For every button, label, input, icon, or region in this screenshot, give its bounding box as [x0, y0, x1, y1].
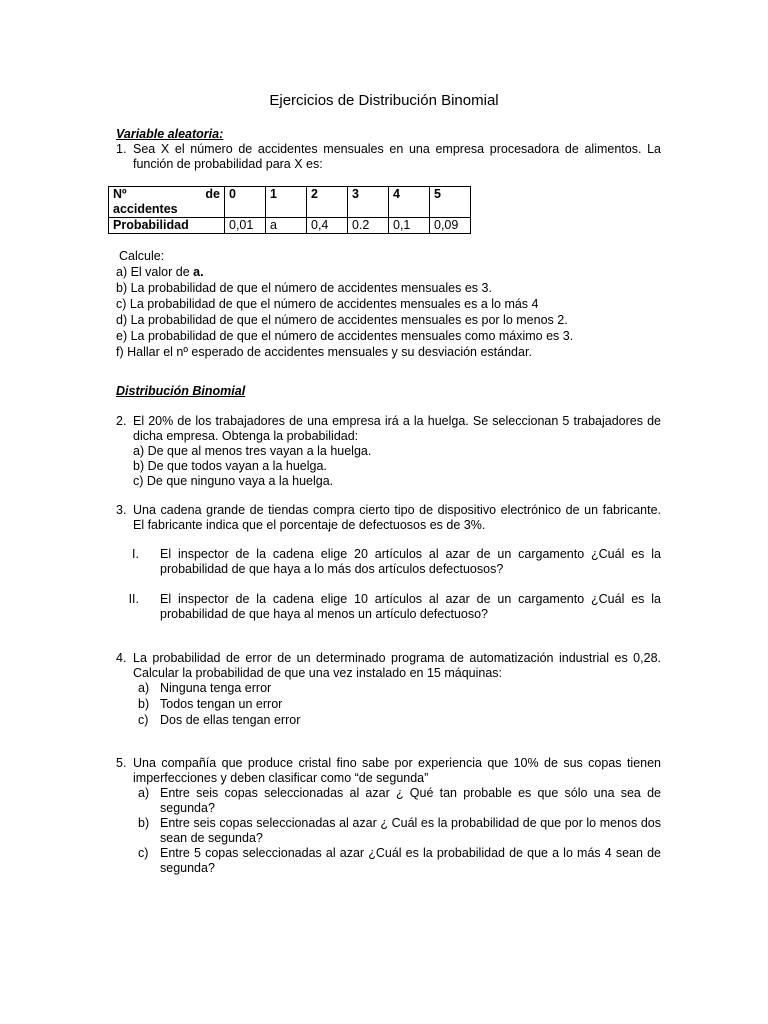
table-cell: 5	[430, 187, 471, 218]
part-text: El inspector de la cadena elige 20 artículos al azar de un cargamento ¿Cuál es la probabilidad de que haya a lo más dos artículos defectuosos?	[160, 547, 661, 576]
exercise-text: Una compañía que produce cristal fino sabe por experiencia que 10% de sus copas tienen imperfecciones y deben clasificar como “de segunda”	[133, 756, 661, 785]
exercise-text: La probabilidad de error de un determinado programa de automatización industrial es 0,28. Calcular la probabilidad de que una vez instalado en 15 máquinas:	[133, 651, 661, 680]
table-cell: 0,4	[307, 218, 348, 234]
exercise-number: 1.	[116, 142, 127, 156]
list-item: c) Dos de ellas tengan error	[138, 713, 301, 727]
exercise-text: Una cadena grande de tiendas compra cierto tipo de dispositivo electrónico de un fabricante. El fabricante indica que el porcentaje de defectuosos es de 3%.	[133, 503, 661, 532]
calcule-label: Calcule:	[119, 249, 165, 263]
question-a: a) El valor de a.	[116, 265, 204, 279]
list-item: a) Ninguna tenga error	[138, 681, 272, 695]
section-heading-variable-aleatoria: Variable aleatoria:	[116, 127, 224, 141]
list-item: b) Todos tengan un error	[138, 697, 283, 711]
exercise-3-part-ii	[116, 592, 661, 622]
exercise-3	[116, 503, 661, 533]
exercise-text: Sea X el número de accidentes mensuales en una empresa procesadora de alimentos. La función de probabilidad para X es:	[133, 142, 661, 171]
table-cell: 1	[266, 187, 307, 218]
list-item: b) De que todos vayan a la huelga.	[133, 459, 327, 473]
table-cell: 3	[348, 187, 389, 218]
question-f: f) Hallar el nº esperado de accidentes mensuales y su desviación estándar.	[116, 345, 532, 359]
question-d: d) La probabilidad de que el número de accidentes mensuales es por lo menos 2.	[116, 313, 568, 327]
section-heading-distribucion-binomial: Distribución Binomial	[116, 384, 246, 398]
exercise-4	[116, 651, 661, 681]
probability-table	[108, 186, 471, 234]
table-header-cell: Probabilidad	[109, 218, 225, 234]
roman-numeral: II.	[128, 592, 139, 606]
table-cell: a	[266, 218, 307, 234]
roman-numeral: I.	[132, 547, 139, 561]
exercise-5-options	[133, 786, 661, 876]
question-e: e) La probabilidad de que el número de accidentes mensuales como máximo es 3.	[116, 329, 574, 343]
exercise-text: El 20% de los trabajadores de una empresa irá a la huelga. Se seleccionan 5 trabajadores de dicha empresa. Obtenga la probabilidad:	[133, 414, 661, 443]
document-title: Ejercicios de Distribución Binomial	[269, 92, 499, 109]
list-item: c) Entre 5 copas seleccionadas al azar ¿Cuál es la probabilidad de que a lo más 4 sean de segunda?	[138, 846, 661, 875]
table-cell: 0,1	[389, 218, 430, 234]
exercise-3-part-i	[116, 547, 661, 577]
exercise-5	[116, 756, 661, 786]
question-b: b) La probabilidad de que el número de accidentes mensuales es 3.	[116, 281, 492, 295]
list-item: b) Entre seis copas seleccionadas al azar ¿ Cuál es la probabilidad de que por lo menos dos sean de segunda?	[138, 816, 661, 845]
table-row-probability	[109, 218, 471, 234]
table-header-cell: Nº de accidentes	[109, 187, 225, 218]
exercise-number: 2.	[116, 414, 127, 428]
exercise-number: 4.	[116, 651, 127, 665]
list-item: a) De que al menos tres vayan a la huelga.	[133, 444, 372, 458]
part-text: El inspector de la cadena elige 10 artículos al azar de un cargamento ¿Cuál es la probabilidad de que haya al menos un artículo defectuoso?	[160, 592, 661, 621]
table-cell: 0	[225, 187, 266, 218]
table-cell: 2	[307, 187, 348, 218]
table-cell: 0.2	[348, 218, 389, 234]
table-cell: 0,09	[430, 218, 471, 234]
exercise-number: 5.	[116, 756, 127, 770]
exercise-number: 3.	[116, 503, 127, 517]
list-item: c) De que ninguno vaya a la huelga.	[133, 474, 334, 488]
exercise-2	[116, 414, 661, 489]
table-cell: 0,01	[225, 218, 266, 234]
list-item: a) Entre seis copas seleccionadas al azar ¿ Qué tan probable es que sólo una sea de segunda?	[138, 786, 661, 815]
table-cell: 4	[389, 187, 430, 218]
question-c: c) La probabilidad de que el número de accidentes mensuales es a lo más 4	[116, 297, 539, 311]
exercise-4-options	[133, 681, 661, 728]
table-row-accidents	[109, 187, 471, 218]
exercise-1	[116, 142, 661, 172]
